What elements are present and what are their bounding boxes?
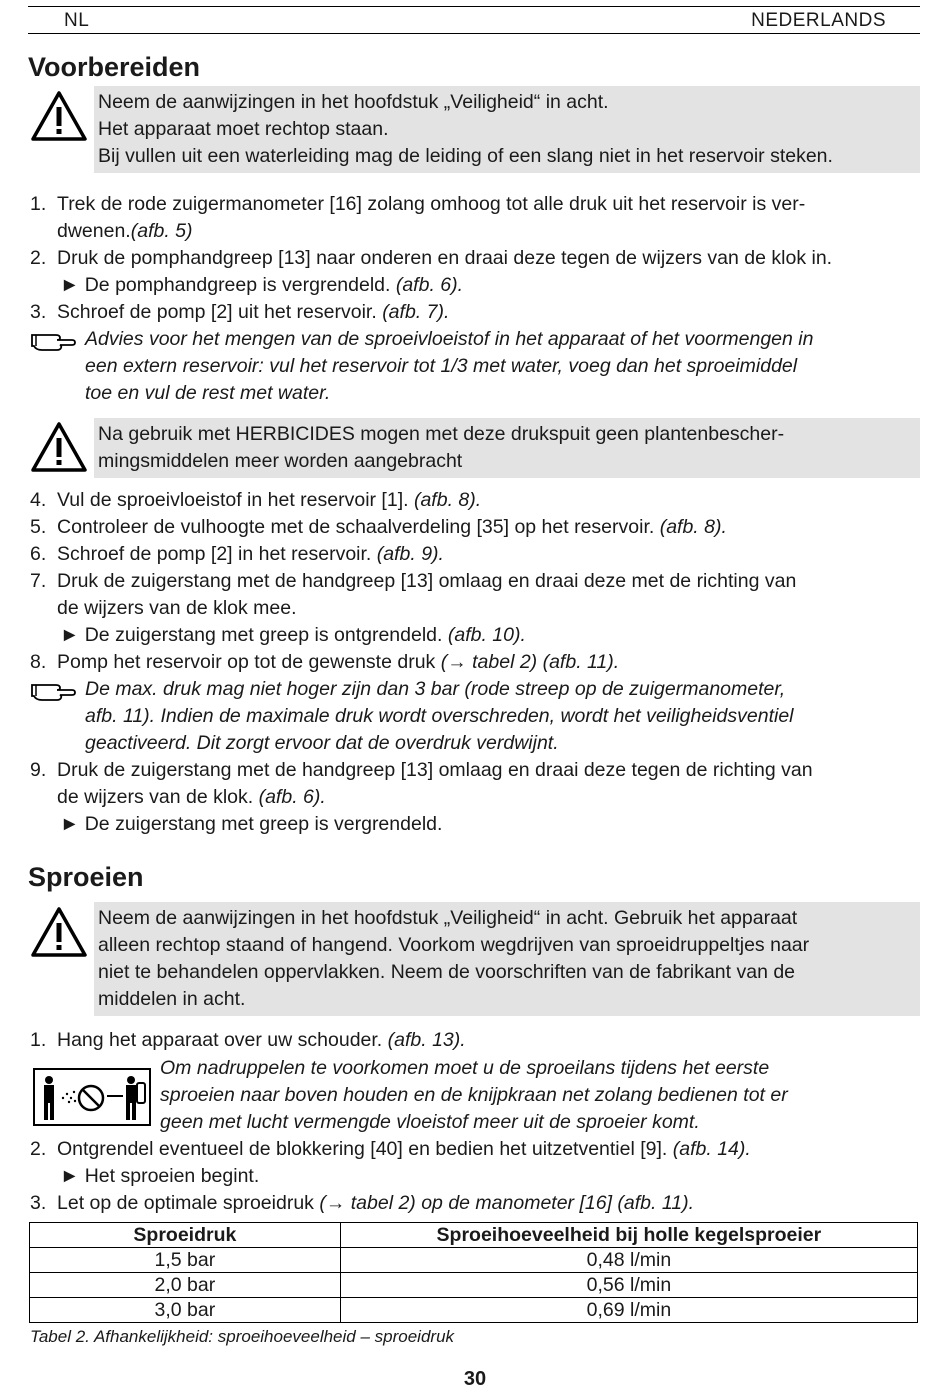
step-text: Druk de pomphandgreep [13] naar onderen en draai deze tegen de wijzers van de klok in. xyxy=(57,247,833,269)
step-result: ► De zuigerstang met greep is ontgrendeld. (afb. 10). xyxy=(60,624,526,646)
table-header: Sproeidruk xyxy=(30,1223,341,1248)
tip-text: geactiveerd. Dit zorgt ervoor dat de overdruk verdwijnt. xyxy=(85,732,559,754)
page-number: 30 xyxy=(463,1368,487,1390)
table-row xyxy=(30,1273,918,1298)
step-text: de wijzers van de klok mee. xyxy=(57,597,297,619)
table-header: Sproeihoeveelheid bij holle kegelsproeier xyxy=(340,1223,917,1248)
step-text: Schroef de pomp [2] in het reservoir. (afb. 9). xyxy=(57,543,444,565)
step-number: 9. xyxy=(30,759,47,781)
note-text: Om nadruppelen te voorkomen moet u de sproeilans tijdens het eerste xyxy=(160,1057,770,1079)
language-name: NEDERLANDS xyxy=(751,10,886,31)
step-number: 7. xyxy=(30,570,47,592)
step-number: 5. xyxy=(30,516,47,538)
warning-box-spraying: Neem de aanwijzingen in het hoofdstuk „Veiligheid“ in acht. Gebruik het apparaat alleen rechtop staand of hangend. Voorkom wegdrijven van sproeidruppeltjes naar niet te behandelen oppervlakken. Neem de voorschriften van de fabrikant van de middelen in acht. xyxy=(94,902,920,1016)
table-cell: 0,56 l/min xyxy=(340,1273,917,1298)
table-cell: 3,0 bar xyxy=(30,1298,341,1323)
tip-text: een extern reservoir: vul het reservoir tot 1/3 met water, voeg dan het sproeimiddel xyxy=(85,355,798,377)
warning-icon xyxy=(30,90,88,142)
tip-text: afb. 11). Indien de maximale druk wordt overschreden, wordt het veiligheidsventiel xyxy=(85,705,794,727)
tip-text: Advies voor het mengen van de sproeivloeistof in het apparaat of het voormengen in xyxy=(85,328,814,350)
pointing-hand-icon xyxy=(30,681,76,701)
table-row xyxy=(30,1298,918,1323)
step-text: dwenen.(afb. 5) xyxy=(57,220,193,242)
step-result: ► De zuigerstang met greep is vergrendeld. xyxy=(60,813,443,835)
step-result: ► De pomphandgreep is vergrendeld. (afb. 6). xyxy=(60,274,464,296)
step-text: Ontgrendel eventueel de blokkering [40] en bedien het uitzetventiel [9]. (afb. 14). xyxy=(57,1138,751,1160)
table-caption: Tabel 2. Afhankelijkheid: sproeihoeveelheid – sproeidruk xyxy=(30,1327,455,1346)
section-title-sproeien: Sproeien xyxy=(28,862,144,892)
table-cell: 0,69 l/min xyxy=(340,1298,917,1323)
table-cell: 2,0 bar xyxy=(30,1273,341,1298)
spray-pressure-table xyxy=(29,1222,918,1323)
warning-icon xyxy=(30,421,88,473)
step-text: Trek de rode zuigermanometer [16] zolang omhoog tot alle druk uit het reservoir is ver- xyxy=(57,193,806,215)
step-number: 4. xyxy=(30,489,47,511)
note-text: geen met lucht vermengde vloeistof meer uit de sproeier komt. xyxy=(160,1111,700,1133)
warning-box-preparation: Neem de aanwijzingen in het hoofdstuk „Veiligheid“ in acht. Het apparaat moet rechtop staan. Bij vullen uit een waterleiding mag de leiding of een slang niet in het reservoir steken. xyxy=(94,86,920,173)
step-number: 3. xyxy=(30,1192,47,1214)
step-text: Hang het apparaat over uw schouder. (afb. 13). xyxy=(57,1029,466,1051)
step-text: Druk de zuigerstang met de handgreep [13] omlaag en draai deze met de richting van xyxy=(57,570,797,592)
step-number: 1. xyxy=(30,1029,47,1051)
table-cell: 1,5 bar xyxy=(30,1248,341,1273)
step-text: Let op de optimale sproeidruk (→ tabel 2) op de manometer [16] (afb. 11). xyxy=(57,1192,695,1214)
table-row xyxy=(30,1248,918,1273)
step-text: Druk de zuigerstang met de handgreep [13] omlaag en draai deze tegen de richting van xyxy=(57,759,813,781)
warning-box-herbicides: Na gebruik met HERBICIDES mogen met deze drukspuit geen plantenbescher- mingsmiddelen meer worden aangebracht xyxy=(94,418,920,478)
step-text: Controleer de vulhoogte met de schaalverdeling [35] op het reservoir. (afb. 8). xyxy=(57,516,727,538)
note-text: sproeien naar boven houden en de knijpkraan net zolang bedienen tot er xyxy=(160,1084,788,1106)
page-header xyxy=(28,6,920,34)
step-number: 3. xyxy=(30,301,47,323)
step-text: Pomp het reservoir op tot de gewenste druk (→ tabel 2) (afb. 11). xyxy=(57,651,620,673)
language-code: NL xyxy=(64,10,90,31)
step-number: 2. xyxy=(30,1138,47,1160)
step-text: de wijzers van de klok. (afb. 6). xyxy=(57,786,326,808)
pointing-hand-icon xyxy=(30,331,76,351)
table-cell: 0,48 l/min xyxy=(340,1248,917,1273)
section-title-voorbereiden: Voorbereiden xyxy=(28,52,201,82)
step-text: Schroef de pomp [2] uit het reservoir. (afb. 7). xyxy=(57,301,450,323)
step-result: ► Het sproeien begint. xyxy=(60,1165,260,1187)
step-number: 2. xyxy=(30,247,47,269)
table-header-row xyxy=(30,1223,918,1248)
tip-text: De max. druk mag niet hoger zijn dan 3 bar (rode streep op de zuigermanometer, xyxy=(85,678,786,700)
no-bystanders-spraying-icon xyxy=(33,1068,151,1126)
warning-icon xyxy=(30,906,88,958)
step-text: Vul de sproeivloeistof in het reservoir [1]. (afb. 8). xyxy=(57,489,482,511)
tip-text: toe en vul de rest met water. xyxy=(85,382,331,404)
step-number: 8. xyxy=(30,651,47,673)
step-number: 1. xyxy=(30,193,47,215)
step-number: 6. xyxy=(30,543,47,565)
